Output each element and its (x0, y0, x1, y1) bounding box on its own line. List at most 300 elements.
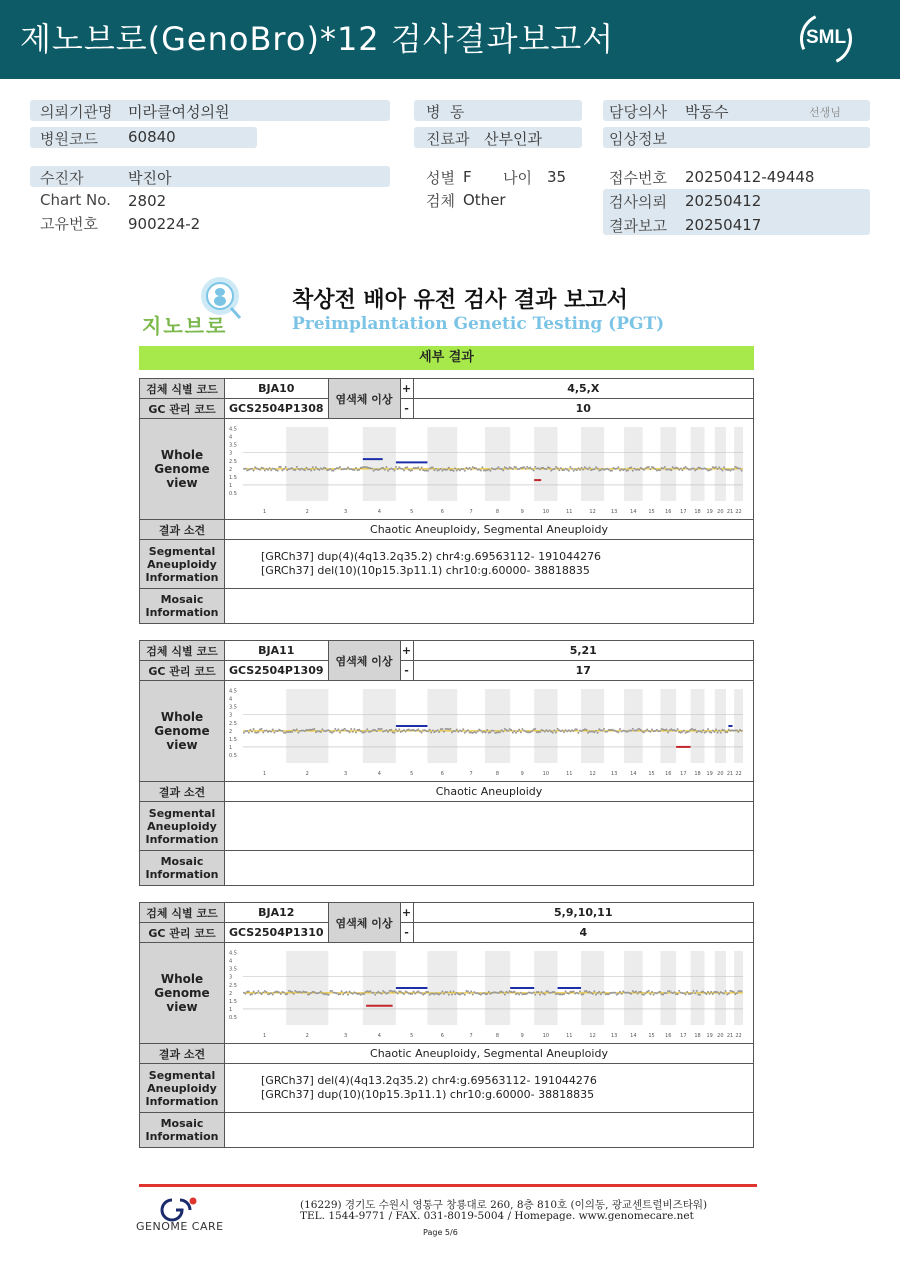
chart-label: Chart No. (40, 191, 111, 209)
copy-number-point (315, 731, 317, 733)
copy-number-point (430, 732, 432, 734)
hospital-code-value: 60840 (128, 128, 176, 146)
copy-number-point (294, 469, 296, 471)
copy-number-point (320, 990, 322, 992)
segmental-info (225, 540, 754, 589)
copy-number-point (427, 730, 429, 732)
copy-number-point (321, 468, 323, 470)
sample-code: BJA12 (225, 903, 329, 923)
copy-number-point (601, 730, 603, 732)
copy-number-point (440, 468, 442, 470)
copy-number-point (347, 466, 349, 468)
copy-number-point (521, 728, 523, 730)
whole-genome-label: Whole Genome view (140, 419, 225, 520)
copy-number-point (449, 991, 451, 993)
copy-number-point (683, 730, 685, 732)
request-value: 20250412 (685, 192, 762, 210)
gain-value: 5,21 (413, 641, 753, 661)
copy-number-point (470, 468, 472, 470)
copy-number-point (669, 990, 671, 992)
copy-number-point (545, 468, 547, 470)
copy-number-point (451, 731, 453, 733)
x-tick-label: 9 (520, 771, 524, 777)
sml-logo: SML (800, 13, 852, 65)
copy-number-point (397, 993, 399, 995)
copy-number-point (401, 468, 403, 470)
copy-number-point (243, 732, 245, 734)
copy-number-point (710, 468, 712, 470)
copy-number-point (645, 730, 647, 732)
page-title: 제노브로(GenoBro)*12 검사결과보고서 (20, 20, 615, 58)
copy-number-point (563, 469, 565, 471)
copy-number-point (465, 467, 467, 469)
copy-number-point (427, 470, 429, 472)
copy-number-point (480, 730, 482, 732)
copy-number-point (293, 993, 295, 995)
copy-number-point (502, 992, 504, 994)
copy-number-point (678, 469, 680, 471)
chromosome-band (624, 689, 643, 763)
y-tick-label: 2 (229, 466, 233, 473)
copy-number-point (507, 992, 509, 994)
gc-code: GCS2504P1310 (225, 923, 329, 943)
copy-number-point (285, 466, 287, 468)
x-tick-label: 2 (305, 771, 309, 777)
footer-contact: TEL. 1544-9771 / FAX. 031-8019-5004 / Homepage. www.genomecare.net (300, 1210, 694, 1222)
copy-number-point (481, 466, 483, 468)
copy-number-point (446, 991, 448, 993)
copy-number-point (525, 468, 527, 470)
copy-number-point (251, 993, 253, 995)
copy-number-point (512, 732, 514, 734)
copy-number-point (270, 731, 272, 733)
finding-label: 결과 소견 (140, 520, 225, 540)
x-tick-label: 18 (694, 509, 701, 515)
x-tick-label: 6 (440, 509, 444, 515)
copy-number-point (337, 467, 339, 469)
copy-number-point (464, 470, 466, 472)
copy-number-point (336, 730, 338, 732)
copy-number-point (545, 729, 547, 731)
copy-number-point (315, 466, 317, 468)
copy-number-point (273, 468, 275, 470)
copy-number-point (518, 993, 520, 995)
mosaic-info (225, 851, 754, 886)
copy-number-point (251, 731, 253, 733)
genome-plot (225, 681, 754, 782)
copy-number-point (286, 993, 288, 995)
copy-number-point (741, 730, 743, 732)
copy-number-point (555, 466, 557, 468)
copy-number-point (593, 731, 595, 733)
copy-number-point (501, 729, 503, 731)
copy-number-point (592, 993, 594, 995)
copy-number-point (723, 993, 725, 995)
chromosome-band (363, 951, 396, 1025)
copy-number-point (520, 731, 522, 733)
copy-number-point (654, 730, 656, 732)
copy-number-point (608, 469, 610, 471)
chromosome-band (691, 427, 705, 501)
y-tick-label: 4.5 (229, 426, 237, 433)
copy-number-point (248, 732, 250, 734)
copy-number-point (603, 728, 605, 730)
y-tick-label: 4 (229, 696, 233, 703)
copy-number-point (435, 468, 437, 470)
x-tick-label: 14 (630, 1033, 637, 1039)
copy-number-point (600, 993, 602, 995)
copy-number-point (696, 468, 698, 470)
copy-number-point (713, 731, 715, 733)
copy-number-point (270, 469, 272, 471)
copy-number-point (672, 466, 674, 468)
x-tick-label: 16 (665, 509, 672, 515)
receipt-value: 20250412-49448 (685, 168, 815, 186)
copy-number-point (544, 994, 546, 996)
copy-number-point (686, 991, 688, 993)
gc-code: GCS2504P1308 (225, 399, 329, 419)
copy-number-point (449, 728, 451, 730)
copy-number-point (281, 469, 283, 471)
id-label: 고유번호 (40, 215, 98, 233)
copy-number-point (537, 991, 539, 993)
copy-number-point (513, 991, 515, 993)
loss-value: 4 (413, 923, 753, 943)
copy-number-point (421, 992, 423, 994)
copy-number-point (617, 993, 619, 995)
copy-number-point (717, 732, 719, 734)
copy-number-point (673, 991, 675, 993)
copy-number-point (248, 990, 250, 992)
x-tick-label: 12 (589, 771, 596, 777)
chromosome-band (286, 427, 328, 501)
copy-number-point (486, 729, 488, 731)
doctor-value: 박동수 (685, 103, 729, 121)
x-tick-label: 22 (735, 509, 742, 515)
copy-number-point (693, 468, 695, 470)
y-tick-label: 1 (229, 482, 233, 489)
copy-number-point (294, 730, 296, 732)
copy-number-point (448, 994, 450, 996)
mosaic-label: Mosaic Information (140, 589, 225, 624)
x-tick-label: 10 (542, 509, 550, 515)
abnormality-label: 염색체 이상 (328, 379, 400, 419)
segmental-label: Segmental Aneuploidy Information (140, 1064, 225, 1113)
copy-number-point (704, 992, 706, 994)
copy-number-point (718, 466, 720, 468)
y-tick-label: 1 (229, 744, 233, 751)
copy-number-point (624, 468, 626, 470)
copy-number-point (379, 468, 381, 470)
copy-number-point (344, 728, 346, 730)
x-tick-label: 22 (735, 1033, 742, 1039)
segmental-info (225, 1064, 754, 1113)
copy-number-point (353, 469, 355, 471)
copy-number-point (469, 992, 471, 994)
x-tick-label: 12 (589, 509, 596, 515)
copy-number-point (577, 467, 579, 469)
copy-number-point (520, 992, 522, 994)
copy-number-point (296, 728, 298, 730)
copy-number-point (342, 993, 344, 995)
copy-number-point (328, 994, 330, 996)
chromosome-band (581, 689, 604, 763)
age-value: 35 (547, 168, 567, 186)
copy-number-point (280, 466, 282, 468)
footer-address: (16229) 경기도 수원시 영통구 창룡대로 260, 8층 810호 (이의동, 광교센트럴비즈타워) (300, 1199, 708, 1211)
copy-number-point (589, 466, 591, 468)
copy-number-point (398, 728, 400, 730)
x-tick-label: 20 (717, 771, 724, 777)
copy-number-point (637, 993, 639, 995)
copy-number-point (413, 991, 415, 993)
copy-number-point (352, 993, 354, 995)
copy-number-point (411, 993, 413, 995)
y-tick-label: 3.5 (229, 704, 237, 711)
y-tick-label: 3 (229, 712, 233, 719)
copy-number-point (438, 731, 440, 733)
copy-number-point (392, 468, 394, 470)
x-tick-label: 13 (610, 771, 618, 777)
copy-number-point (608, 993, 610, 995)
y-tick-label: 3.5 (229, 442, 237, 449)
copy-number-point (349, 731, 351, 733)
x-tick-label: 9 (520, 509, 524, 515)
y-tick-label: 0.5 (229, 752, 237, 759)
x-tick-label: 18 (694, 771, 701, 777)
copy-number-point (531, 730, 533, 732)
copy-number-point (321, 728, 323, 730)
copy-number-point (465, 730, 467, 732)
copy-number-point (253, 728, 255, 730)
x-tick-label: 19 (706, 771, 713, 777)
dept-label: 진료과 (426, 130, 470, 148)
x-tick-label: 14 (630, 771, 637, 777)
copy-number-point (485, 731, 487, 733)
x-tick-label: 12 (589, 1033, 596, 1039)
request-label: 검사의뢰 (609, 193, 667, 211)
copy-number-point (345, 468, 347, 470)
copy-number-point (720, 468, 722, 470)
copy-number-point (563, 731, 565, 733)
copy-number-point (459, 469, 461, 471)
copy-number-point (352, 731, 354, 733)
x-tick-label: 15 (648, 771, 655, 777)
copy-number-point (398, 466, 400, 468)
copy-number-point (589, 991, 591, 993)
copy-number-point (675, 730, 677, 732)
copy-number-point (277, 730, 279, 732)
mosaic-label: Mosaic Information (140, 851, 225, 886)
info-bar (30, 166, 390, 187)
y-tick-label: 0.5 (229, 490, 237, 497)
x-tick-label: 17 (680, 509, 687, 515)
copy-number-point (277, 470, 279, 472)
copy-number-point (283, 468, 285, 470)
copy-number-point (269, 467, 271, 469)
copy-number-point (387, 731, 389, 733)
copy-number-point (278, 991, 280, 993)
copy-number-point (579, 469, 581, 471)
finding-value: Chaotic Aneuploidy, Segmental Aneuploidy (225, 520, 754, 540)
copy-number-point (581, 467, 583, 469)
x-tick-label: 9 (520, 1033, 524, 1039)
copy-number-point (566, 730, 568, 732)
copy-number-point (365, 731, 367, 733)
copy-number-point (563, 993, 565, 995)
copy-number-point (305, 991, 307, 993)
copy-number-point (565, 729, 567, 731)
copy-number-point (649, 731, 651, 733)
copy-number-point (568, 993, 570, 995)
genobro-logo (140, 274, 260, 336)
x-tick-label: 13 (610, 509, 618, 515)
copy-number-point (645, 992, 647, 994)
copy-number-point (341, 990, 343, 992)
chromosome-band (581, 951, 604, 1025)
copy-number-point (549, 467, 551, 469)
x-tick-label: 4 (377, 1033, 381, 1039)
copy-number-point (565, 990, 567, 992)
hospital-code-label: 병원코드 (40, 130, 98, 148)
copy-number-point (470, 990, 472, 992)
chromosome-band (581, 427, 604, 501)
chromosome-band (660, 427, 676, 501)
x-tick-label: 21 (726, 771, 734, 777)
copy-number-point (393, 469, 395, 471)
copy-number-point (469, 467, 471, 469)
chromosome-band (624, 427, 643, 501)
copy-number-point (741, 990, 743, 992)
copy-number-point (480, 470, 482, 472)
chromosome-band (715, 689, 726, 763)
chromosome-band (715, 427, 726, 501)
copy-number-point (334, 728, 336, 730)
copy-number-point (374, 994, 376, 996)
copy-number-point (733, 991, 735, 993)
copy-number-point (347, 994, 349, 996)
copy-number-point (437, 729, 439, 731)
gain-sign: + (400, 379, 413, 399)
copy-number-point (464, 732, 466, 734)
copy-number-point (507, 730, 509, 732)
section-header: 세부 결과 (139, 346, 754, 370)
y-tick-label: 1.5 (229, 998, 237, 1005)
doctor-label: 담당의사 (609, 103, 667, 121)
copy-number-point (433, 469, 435, 471)
copy-number-point (510, 729, 512, 731)
copy-number-point (632, 728, 634, 730)
institution-value: 미라클여성의원 (128, 103, 230, 121)
x-tick-label: 16 (665, 771, 672, 777)
copy-number-point (630, 730, 632, 732)
copy-number-point (382, 990, 384, 992)
copy-number-point (486, 993, 488, 995)
copy-number-point (579, 990, 581, 992)
abnormality-label: 염색체 이상 (328, 903, 400, 943)
sex-label: 성별 (426, 169, 455, 187)
copy-number-point (291, 991, 293, 993)
copy-number-point (297, 732, 299, 734)
copy-number-point (705, 993, 707, 995)
copy-number-point (725, 990, 727, 992)
copy-number-point (597, 992, 599, 994)
copy-number-point (453, 470, 455, 472)
copy-number-point (691, 992, 693, 994)
copy-number-point (539, 994, 541, 996)
chromosome-band (534, 689, 557, 763)
copy-number-point (390, 729, 392, 731)
copy-number-point (553, 468, 555, 470)
copy-number-point (523, 466, 525, 468)
copy-number-point (659, 469, 661, 471)
gain-value: 5,9,10,11 (413, 903, 753, 923)
copy-number-point (262, 467, 264, 469)
copy-number-point (552, 732, 554, 734)
copy-number-point (558, 469, 560, 471)
copy-number-point (573, 730, 575, 732)
footer-divider (139, 1184, 757, 1187)
ward-label: 병 동 (426, 103, 465, 121)
loss-sign: - (400, 399, 413, 419)
copy-number-point (513, 730, 515, 732)
copy-number-point (421, 466, 423, 468)
copy-number-point (480, 994, 482, 996)
copy-number-point (403, 993, 405, 995)
copy-number-point (358, 729, 360, 731)
copy-number-point (584, 466, 586, 468)
copy-number-point (318, 469, 320, 471)
gain-sign: + (400, 903, 413, 923)
copy-number-point (595, 466, 597, 468)
copy-number-point (489, 470, 491, 472)
copy-number-point (557, 728, 559, 730)
finding-value: Chaotic Aneuploidy, Segmental Aneuploidy (225, 1044, 754, 1064)
patient-name: 박진아 (128, 169, 172, 187)
report-label: 결과보고 (609, 217, 667, 235)
x-tick-label: 4 (377, 771, 381, 777)
copy-number-point (451, 993, 453, 995)
copy-number-point (443, 993, 445, 995)
chromosome-band (624, 951, 643, 1025)
copy-number-point (421, 731, 423, 733)
copy-number-point (267, 469, 269, 471)
copy-number-point (593, 990, 595, 992)
copy-number-point (685, 994, 687, 996)
gain-sign: + (400, 641, 413, 661)
copy-number-point (371, 468, 373, 470)
copy-number-point (715, 728, 717, 730)
x-tick-label: 13 (610, 1033, 618, 1039)
copy-number-point (561, 729, 563, 731)
segmental-line: [GRCh37] dup(10)(10p15.3p11.1) chr10:g.60000- 38818835 (261, 1088, 595, 1101)
copy-number-point (585, 729, 587, 731)
copy-number-point (305, 467, 307, 469)
copy-number-point (568, 729, 570, 731)
copy-number-point (501, 468, 503, 470)
copy-number-point (587, 732, 589, 734)
copy-number-point (304, 730, 306, 732)
copy-number-point (635, 990, 637, 992)
copy-number-point (606, 731, 608, 733)
loss-sign: - (400, 923, 413, 943)
chart-value: 2802 (128, 192, 167, 210)
copy-number-point (619, 728, 621, 730)
copy-number-point (504, 994, 506, 996)
copy-number-point (381, 728, 383, 730)
copy-number-point (595, 730, 597, 732)
copy-number-point (515, 732, 517, 734)
